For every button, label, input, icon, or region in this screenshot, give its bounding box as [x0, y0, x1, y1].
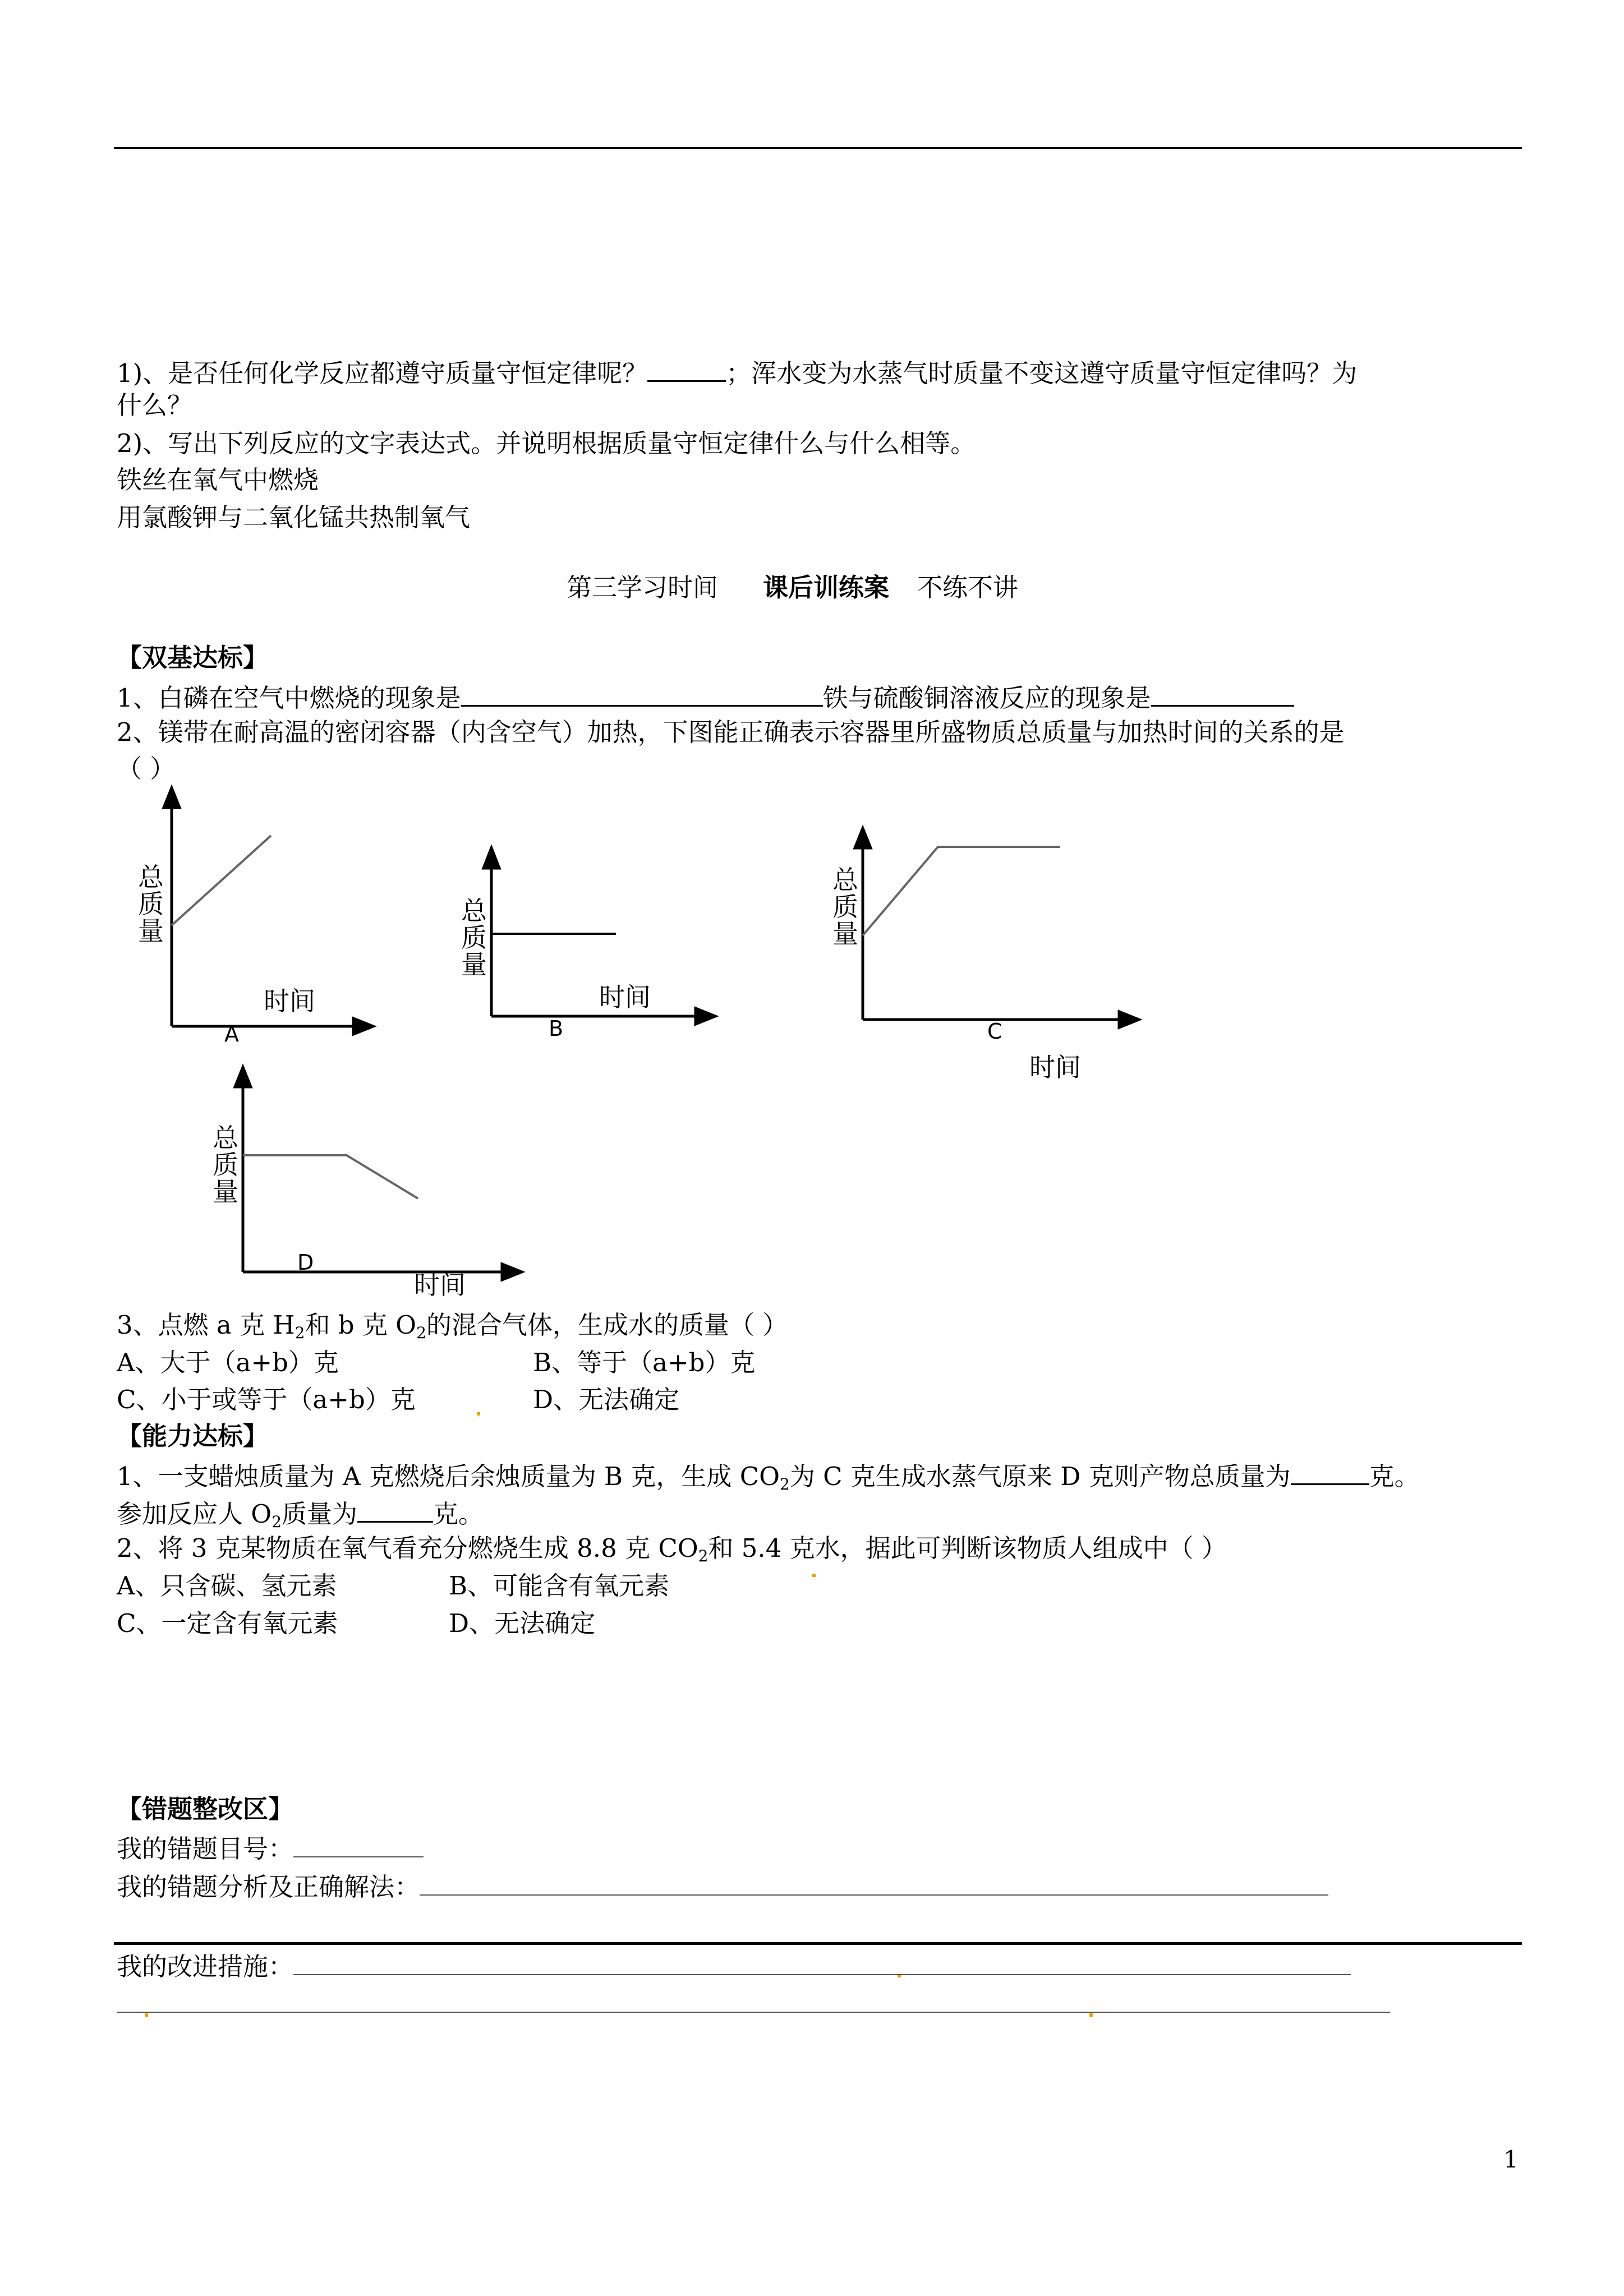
chart-a-x-arrow — [353, 1018, 373, 1034]
option-b: B、等于（a+b）克 — [533, 1348, 756, 1377]
section-heading: 第三学习时间 课后训练案 不练不讲 — [567, 573, 1019, 602]
chart-d-xlabel: 时间 — [414, 1270, 466, 1300]
option-c: C、小于或等于（a+b）克 — [117, 1385, 416, 1414]
ability-question-2: 2、将 3 克某物质在氧气看充分燃烧生成 8.8 克 $CO_2$和 5.4 克水，据此可判断该物质人组成中（ ） — [117, 1533, 1227, 1565]
chart-c-x-arrow — [1119, 1012, 1139, 1027]
chart-a-series-line — [172, 836, 271, 925]
error-analysis-blank[interactable] — [420, 1871, 1328, 1896]
chart-b-x-arrow — [696, 1008, 715, 1024]
basic-question-1: 1、白磷在空气中燃烧的现象是 铁与硫酸铜溶液反应的现象是 — [117, 681, 1294, 711]
reaction-2: 用氯酸钾与二氧化锰共热制氧气 — [117, 502, 471, 532]
errors-line-1: 我的错题目号： — [117, 1833, 424, 1861]
basic-question-2-line2: （ ） — [117, 754, 176, 783]
option-a: A、大于（a+b）克 — [117, 1348, 339, 1377]
chart-d-x-arrow — [502, 1264, 522, 1280]
chart-a-y-arrow — [164, 788, 180, 808]
chart-c-axes — [855, 828, 1139, 1027]
chart-b-xlabel: 时间 — [599, 982, 651, 1012]
chart-a-ylabel: 总质量 — [138, 862, 164, 946]
chart-a-label: A — [224, 1022, 239, 1046]
errors-line-2: 我的错题分析及正确解法： — [117, 1871, 1328, 1899]
decor-dot — [477, 1412, 480, 1416]
ability-question-1-line1: 1、一支蜡烛质量为 A 克燃烧后余烛质量为 B 克，生成 $CO_2$为 C 克生成水蒸气原来 D 克则产物总质量为 克。 — [117, 1460, 1420, 1489]
decor-dot — [812, 1574, 816, 1577]
errors-line-3: 我的改进措施： — [117, 1951, 1351, 1979]
page-number: 1 — [1503, 2146, 1519, 2173]
basic-question-3: 3、点燃 a 克 $H_2$和 b 克 $O_2$的混合气体，生成水的质量（ ） — [117, 1310, 788, 1342]
improvement-blank-2[interactable] — [117, 1988, 1390, 2013]
chart-b-ylabel: 总质量 — [461, 896, 487, 980]
chart-c-xlabel: 时间 — [1029, 1052, 1081, 1082]
ability-question-1-line2: 参加反应人 $O_2$质量为 克。 — [117, 1497, 484, 1527]
chart-d-label: D — [297, 1250, 314, 1275]
improvement-blank[interactable] — [293, 1951, 1351, 1975]
question-1-line2: 什么？ — [117, 390, 193, 420]
chart-d-y-arrow — [235, 1067, 251, 1087]
reaction-1: 铁丝在氧气中燃烧 — [117, 465, 319, 495]
ability-option-a: A、只含碳、氢元素 — [117, 1571, 337, 1601]
answer-blank[interactable] — [1291, 1460, 1369, 1485]
chart-c-label: C — [987, 1019, 1002, 1044]
answer-blank[interactable] — [357, 1497, 433, 1523]
error-number-blank[interactable] — [293, 1833, 424, 1857]
ability-option-b: B、可能含有氧元素 — [449, 1571, 670, 1601]
chart-c-y-arrow — [855, 828, 871, 848]
chart-b-label: B — [549, 1016, 564, 1041]
errors-title: 【错题整改区】 — [117, 1794, 294, 1824]
chart-d-ylabel: 总质量 — [213, 1123, 238, 1207]
option-d: D、无法确定 — [533, 1385, 680, 1414]
question-2: 2)、写出下列反应的文字表达式。并说明根据质量守恒定律什么与什么相等。 — [117, 428, 976, 458]
basic-title: 【双基达标】 — [117, 643, 269, 672]
errors-line-4 — [117, 1988, 1390, 2017]
ability-title: 【能力达标】 — [117, 1421, 269, 1451]
basic-question-2-line1: 2、镁带在耐高温的密闭容器（内含空气）加热，下图能正确表示容器里所盛物质总质量与加热时间的关系的是 — [117, 717, 1345, 747]
chart-c-series-line — [863, 847, 1060, 935]
chart-c-ylabel: 总质量 — [832, 865, 858, 949]
ability-option-c: C、一定含有氧元素 — [117, 1608, 338, 1638]
chart-a-xlabel: 时间 — [264, 986, 315, 1016]
middle-rule — [114, 1942, 1522, 1945]
chart-d-series-line — [243, 1155, 418, 1198]
chart-b-y-arrow — [484, 848, 499, 868]
ability-option-d: D、无法确定 — [449, 1608, 596, 1638]
question-1-line1: 1)、是否任何化学反应都遵守质量守恒定律呢？ ；浑水变为水蒸气时质量不变这遵守质量守恒定律吗？为 — [117, 357, 1357, 386]
